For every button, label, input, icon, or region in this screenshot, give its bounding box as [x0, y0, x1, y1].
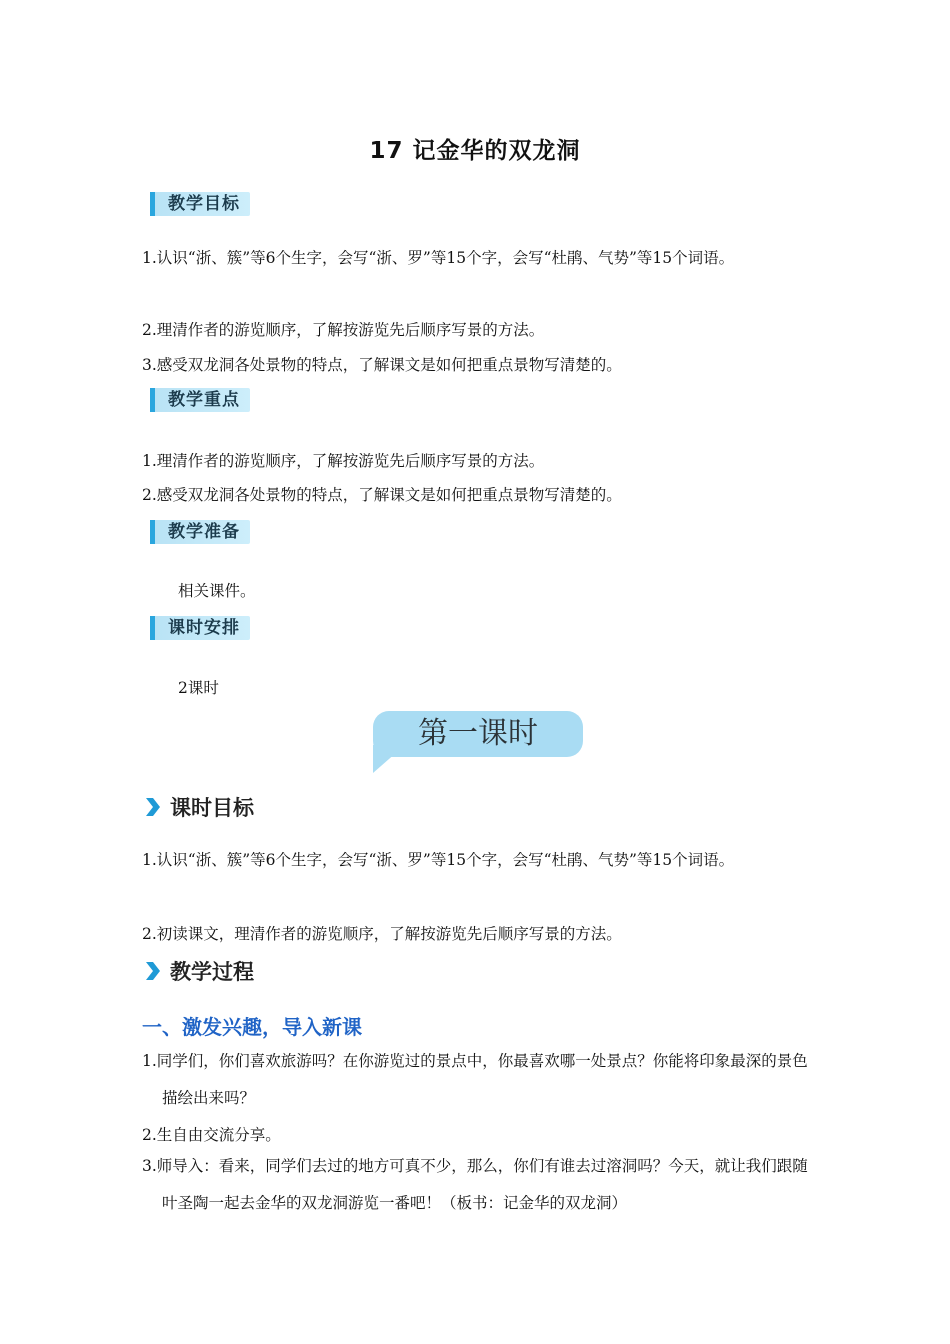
lesson-goal-text: 1.认识“浙、簇”等6个生字，会写“浙、罗”等15个字，会写“杜鹃、气势”等15个词语。 [142, 851, 735, 869]
chevron-right-icon [146, 962, 160, 980]
lesson-goal-item [142, 842, 812, 879]
section-tag-teaching-prep: 教学准备 [150, 520, 250, 544]
section-tag-teaching-goals: 教学目标 [150, 192, 250, 216]
lesson-goals-heading [146, 792, 254, 822]
lesson-goals-heading-text: 课时目标 [170, 796, 254, 820]
goal-item: 3.感受双龙洞各处景物的特点，了解课文是如何把重点景物写清楚的。 [142, 356, 622, 374]
section-tag-schedule: 课时安排 [150, 616, 250, 640]
part-one-text: 3.师导入：看来，同学们去过的地方可真不少，那么，你们有谁去过溶洞吗？今天，就让我们跟随叶圣陶一起去金华的双龙洞游览一番吧！（板书：记金华的双龙洞） [142, 1157, 808, 1212]
chevron-right-icon [146, 798, 160, 816]
process-heading-text: 教学过程 [170, 960, 254, 984]
goal-item: 2.理清作者的游览顺序，了解按游览先后顺序写景的方法。 [142, 321, 545, 339]
part-one-item [142, 1043, 812, 1117]
focus-item: 1.理清作者的游览顺序，了解按游览先后顺序写景的方法。 [142, 452, 545, 470]
schedule-text: 2课时 [178, 679, 219, 697]
part-one-item [142, 1148, 812, 1222]
lesson-bubble: 第一课时 [373, 711, 583, 757]
part-one-text: 1.同学们，你们喜欢旅游吗？在你游览过的景点中，你最喜欢哪一处景点？你能将印象最深的景色描绘出来吗？ [142, 1052, 808, 1107]
focus-item: 2.感受双龙洞各处景物的特点，了解课文是如何把重点景物写清楚的。 [142, 486, 622, 504]
page-title: 17 记金华的双龙洞 [369, 138, 581, 164]
prep-text: 相关课件。 [178, 582, 256, 600]
lesson-goal-item: 2.初读课文，理清作者的游览顺序，了解按游览先后顺序写景的方法。 [142, 925, 622, 943]
process-heading [146, 956, 254, 986]
part-one-heading: 一、激发兴趣，导入新课 [142, 1015, 362, 1039]
goal-text: 1.认识“浙、簇”等6个生字，会写“浙、罗”等15个字，会写“杜鹃、气势”等15个词语。 [142, 249, 735, 267]
goal-item [142, 240, 812, 277]
section-tag-teaching-focus: 教学重点 [150, 388, 250, 412]
part-one-item: 2.生自由交流分享。 [142, 1126, 281, 1144]
